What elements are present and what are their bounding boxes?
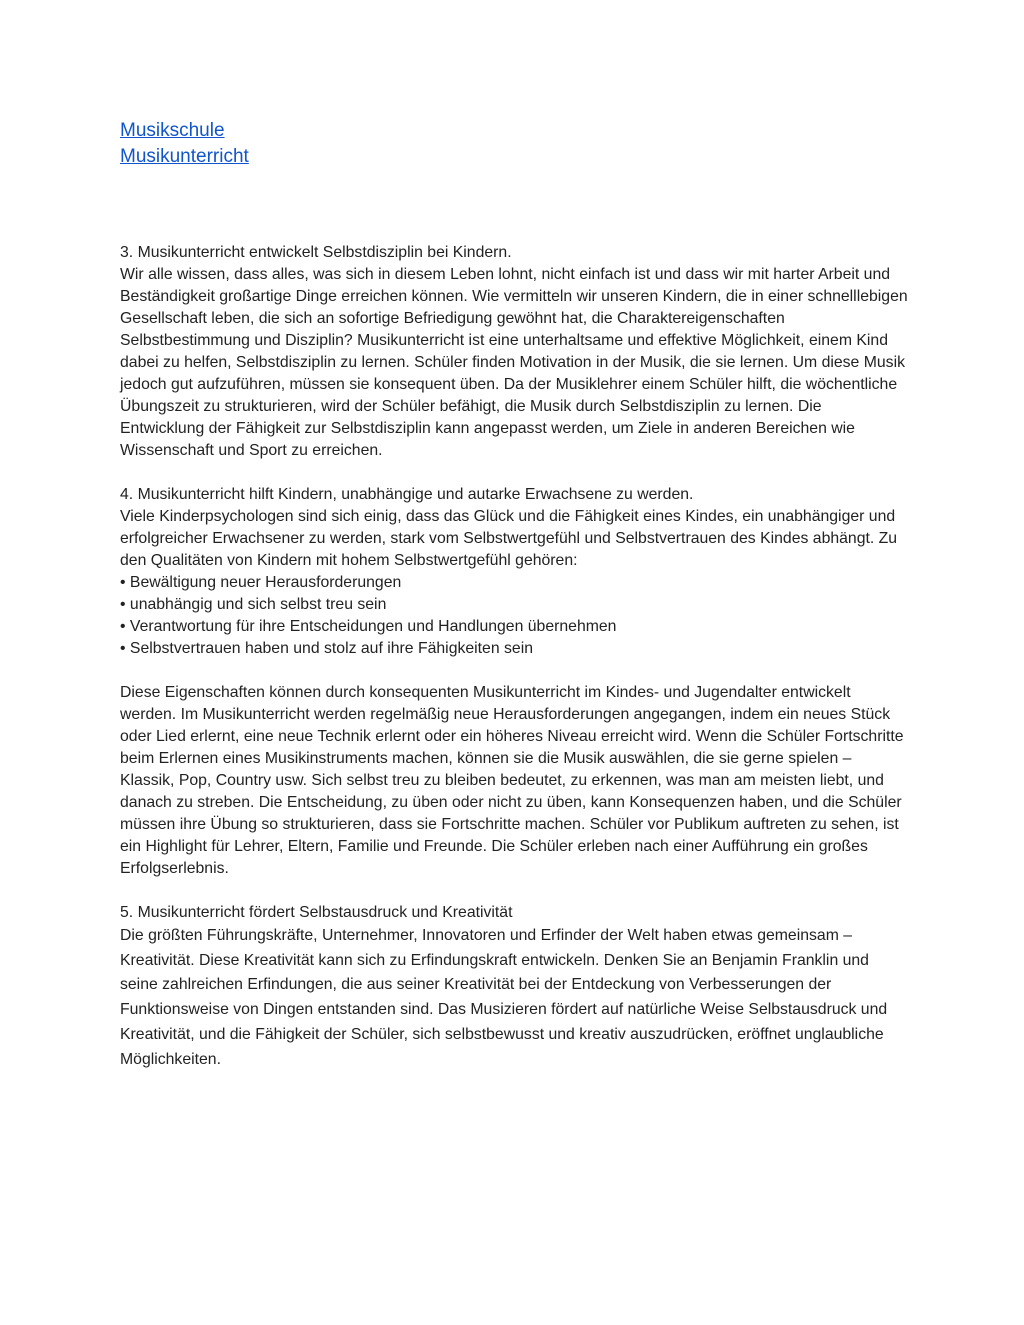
link-musikunterricht[interactable]: Musikunterricht <box>120 146 249 167</box>
section-4 <box>120 484 910 660</box>
section-4-continued <box>120 682 910 880</box>
link-list <box>120 118 910 170</box>
bullet-item: • Selbstvertrauen haben und stolz auf ihre Fähigkeiten sein <box>120 640 533 657</box>
document-page <box>120 118 910 1094</box>
bullet-item: • unabhängig und sich selbst treu sein <box>120 596 387 613</box>
bullet-item: • Verantwortung für ihre Entscheidungen und Handlungen übernehmen <box>120 618 617 635</box>
link-musikschule[interactable]: Musikschule <box>120 120 225 141</box>
section-heading: 5. Musikunterricht fördert Selbstausdruck und Kreativität <box>120 904 513 921</box>
section-3 <box>120 242 910 462</box>
section-body: Viele Kinderpsychologen sind sich einig, dass das Glück und die Fähigkeit eines Kindes, ein unabhängiger und erfolgreicher Erwachsener zu werden, stark vom Selbstwertgefühl und Selbstvertrauen des Kindes abhängt. Zu den Qualitäten von Kindern mit hohem Selbstwertgefühl gehören: <box>120 508 898 569</box>
section-heading: 3. Musikunterricht entwickelt Selbstdisziplin bei Kindern. <box>120 244 512 261</box>
section-body: Die größten Führungskräfte, Unternehmer, Innovatoren und Erfinder der Welt haben etwas gemeinsam – Kreativität. Diese Kreativität kann sich zu Erfindungskraft entwickeln. Denken Sie an Benjamin Franklin und seine zahlreichen Erfindungen, die aus seiner Kreativität bei der Entdeckung von Verbesserungen der Funktionsweise von Dingen entstanden sind. Das Musizieren fördert auf natürliche Weise Selbstausdruck und Kreativität, und die Fähigkeit der Schüler, sich selbstbewusst und kreativ auszudrücken, eröffnet unglaubliche Möglichkeiten. <box>120 927 888 1068</box>
bullet-item: • Bewältigung neuer Herausforderungen <box>120 574 402 591</box>
section-heading: 4. Musikunterricht hilft Kindern, unabhängige und autarke Erwachsene zu werden. <box>120 486 694 503</box>
section-body: Diese Eigenschaften können durch konsequenten Musikunterricht im Kindes- und Jugendalter entwickelt werden. Im Musikunterricht werden regelmäßig neue Herausforderungen angegangen, indem ein neues Stück oder Lied erlernt, eine neue Technik erlernt oder ein höheres Niveau erreicht wird. Wenn die Schüler Fortschritte beim Erlernen eines Musikinstruments machen, können sie die Musik auswählen, die sie gerne spielen – Klassik, Pop, Country usw. Sich selbst treu zu bleiben bedeutet, zu erkennen, was man am meisten liebt, und danach zu streben. Die Entscheidung, zu üben oder nicht zu üben, kann Konsequenzen haben, und die Schüler müssen ihre Übung so strukturieren, dass sie Fortschritte machen. Schüler vor Publikum auftreten zu sehen, ist ein Highlight für Lehrer, Eltern, Familie und Freunde. Die Schüler erleben nach einer Aufführung ein großes Erfolgserlebnis. <box>120 684 904 877</box>
section-body: Wir alle wissen, dass alles, was sich in diesem Leben lohnt, nicht einfach ist und dass wir mit harter Arbeit und Beständigkeit großartige Dinge erreichen können. Wie vermitteln wir unseren Kindern, die in einer schnelllebigen Gesellschaft leben, die sich an sofortige Befriedigung gewöhnt hat, die Charaktereigenschaften Selbstbestimmung und Disziplin? Musikunterricht ist eine unterhaltsame und effektive Möglichkeit, einem Kind dabei zu helfen, Selbstdisziplin zu lernen. Schüler finden Motivation in der Musik, die sie lernen. Um diese Musik jedoch gut aufzuführen, müssen sie konsequent üben. Da der Musiklehrer einem Schüler hilft, die wöchentliche Übungszeit zu strukturieren, wird der Schüler befähigt, die Musik durch Selbstdisziplin zu lernen. Die Entwicklung der Fähigkeit zur Selbstdisziplin kann angepasst werden, um Ziele in anderen Bereichen wie Wissenschaft und Sport zu erreichen. <box>120 266 908 459</box>
section-5 <box>120 902 910 1072</box>
document-content <box>120 242 910 1072</box>
